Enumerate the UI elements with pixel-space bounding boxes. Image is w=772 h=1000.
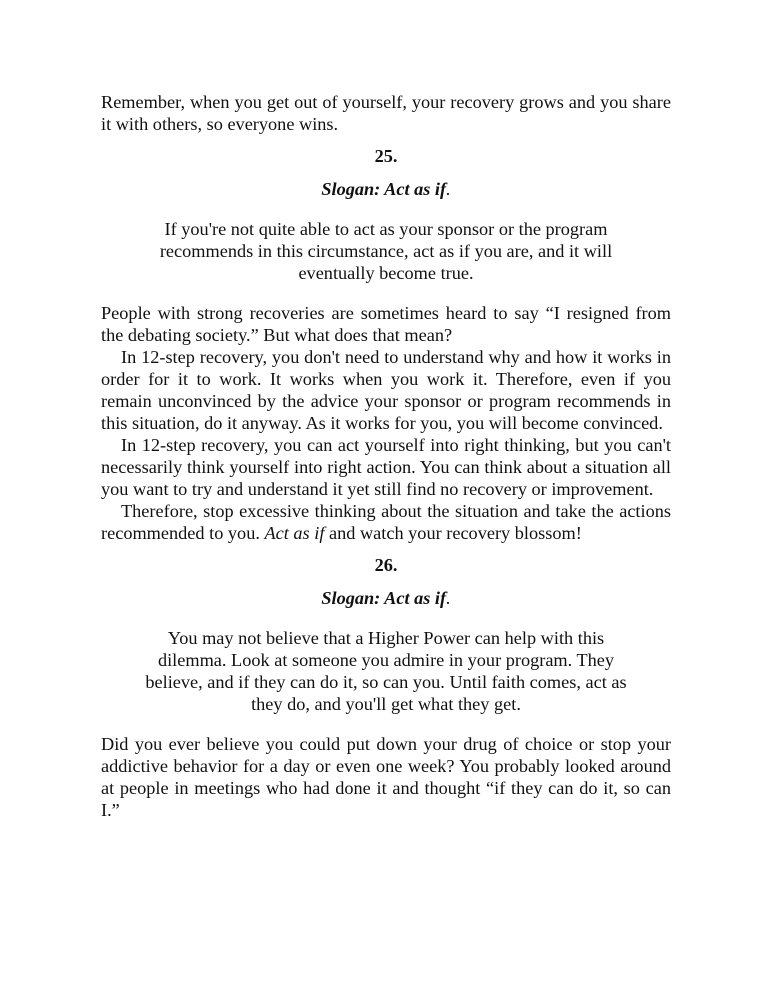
closing-text: Therefore, stop excessive thinking about the situation and take the actions recommended to you. xyxy=(101,501,671,543)
meditation-reading: If you're not quite able to act as your sponsor or the program recommends in this circumstance, act as if you are, and it will eventually become true. xyxy=(159,219,613,283)
closing-paragraph xyxy=(101,500,671,544)
entry-26 xyxy=(101,554,671,821)
slogan-period: . xyxy=(446,179,451,199)
body-paragraph: In 12-step recovery, you don't need to understand why and how it works in order for it to work. It works when you work it. Therefore, even if you remain unconvinced by the advice your sponsor or program recommends in this situation, do it anyway. As it works for you, you will become convinced. xyxy=(101,347,671,433)
entry-number: 26. xyxy=(374,555,398,575)
slogan-heading xyxy=(101,587,671,609)
entry-number: 25. xyxy=(374,146,398,166)
slogan-period: . xyxy=(446,588,451,608)
meditation-reading: You may not believe that a Higher Power can help with this dilemma. Look at someone you admire in your program. They believe, and if they can do it, so can you. Until faith comes, act as they do, and you'll get what they get. xyxy=(145,628,627,714)
body-paragraph: People with strong recoveries are sometimes heard to say “I resigned from the debating society.” But what does that mean? xyxy=(101,303,671,345)
body-paragraph: Did you ever believe you could put down your drug of choice or stop your addictive behavior for a day or even one week? You probably looked around at people in meetings who had done it and thought “if they can do it, so can I.” xyxy=(101,734,671,820)
slogan-text: Slogan: Act as if xyxy=(321,179,447,199)
slogan-heading xyxy=(101,178,671,200)
closing-emphasis: Act as if xyxy=(264,523,325,543)
intro-paragraph: Remember, when you get out of yourself, your recovery grows and you share it with others, so everyone wins. xyxy=(101,92,671,134)
body-paragraph: In 12-step recovery, you can act yourself into right thinking, but you can't necessarily think yourself into right action. You can think about a situation all you want to try and understand it yet still find no recovery or improvement. xyxy=(101,435,671,499)
entry-25 xyxy=(101,145,671,544)
slogan-text: Slogan: Act as if xyxy=(321,588,447,608)
closing-text-end: and watch your recovery blossom! xyxy=(324,523,582,543)
